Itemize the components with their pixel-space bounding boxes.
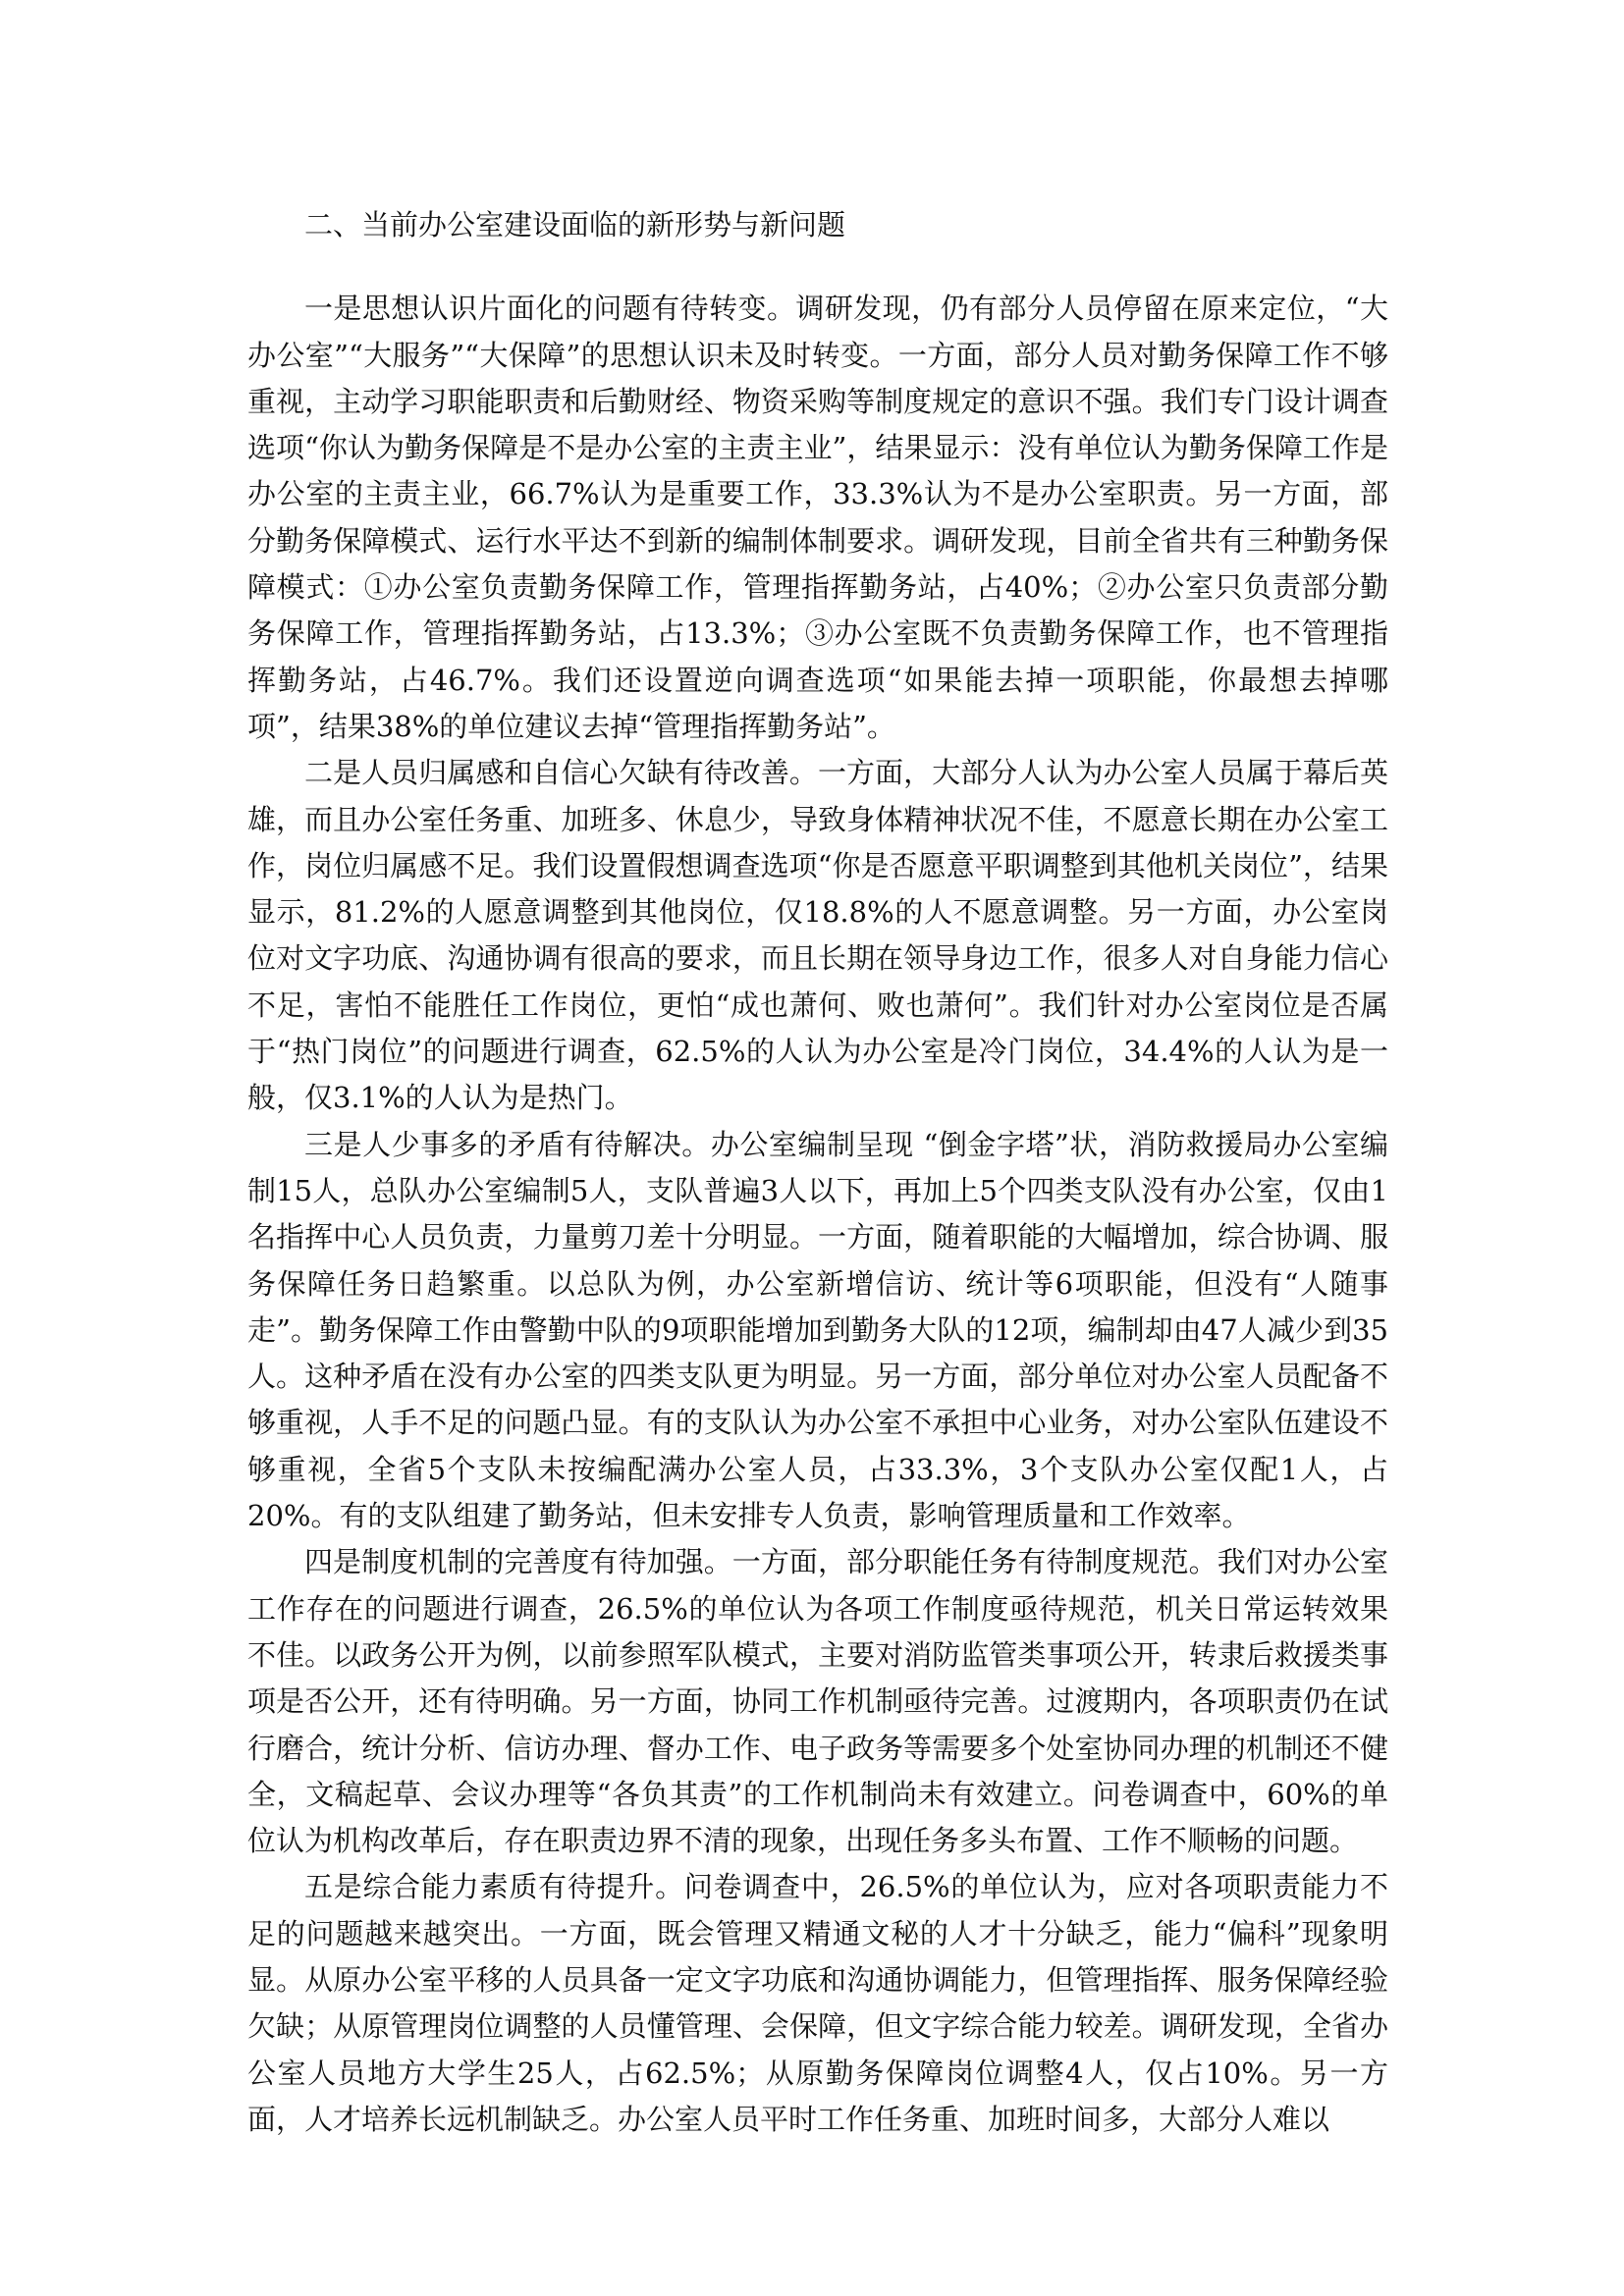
paragraph-belonging: 二是人员归属感和自信心欠缺有待改善。一方面，大部分人认为办公室人员属于幕后英雄，而且办公室任务重、加班多、休息少，导致身体精神状况不佳，不愿意长期在办公室工作，岗位归属感不足。我们设置假想调查选项“你是否愿意平职调整到其他机关岗位”，结果显示，81.2%的人愿意调整到其他岗位，仅18.8%的人不愿意调整。另一方面，办公室岗位对文字功底、沟通协调有很高的要求，而且长期在领导身边工作，很多人对自身能力信心不足，害怕不能胜任工作岗位，更怕“成也萧何、败也萧何”。我们针对办公室岗位是否属于“热门岗位”的问题进行调查，62.5%的人认为办公室是冷门岗位，34.4%的人认为是一般，仅3.1%的人认为是热门。	[247, 756, 1388, 1115]
paragraph-thinking: 一是思想认识片面化的问题有待转变。调研发现，仍有部分人员停留在原来定位，“大办公室”“大服务”“大保障”的思想认识未及时转变。一方面，部分人员对勤务保障工作不够重视，主动学习职能职责和后勤财经、物资采购等制度规定的意识不强。我们专门设计调查选项“你认为勤务保障是不是办公室的主责主业”，结果显示：没有单位认为勤务保障工作是办公室的主责主业，66.7%认为是重要工作，33.3%认为不是办公室职责。另一方面，部分勤务保障模式、运行水平达不到新的编制体制要求。调研发现，目前全省共有三种勤务保障模式：①办公室负责勤务保障工作，管理指挥勤务站，占40%；②办公室只负责部分勤务保障工作，管理指挥勤务站，占13.3%；③办公室既不负责勤务保障工作，也不管理指挥勤务站，占46.7%。我们还设置逆向调查选项“如果能去掉一项职能，你最想去掉哪项”，结果38%的单位建议去掉“管理指挥勤务站”。	[247, 292, 1388, 743]
paragraph-competence: 五是综合能力素质有待提升。问卷调查中，26.5%的单位认为，应对各项职责能力不足的问题越来越突出。一方面，既会管理又精通文秘的人才十分缺乏，能力“偏科”现象明显。从原办公室平移的人员具备一定文字功底和沟通协调能力，但管理指挥、服务保障经验欠缺；从原管理岗位调整的人员懂管理、会保障，但文字综合能力较差。调研发现，全省办公室人员地方大学生25人，占62.5%；从原勤务保障岗位调整4人，仅占10%。另一方面，人才培养长远机制缺乏。办公室人员平时工作任务重、加班时间多，大部分人难以	[247, 1870, 1388, 2136]
paragraph-mechanism: 四是制度机制的完善度有待加强。一方面，部分职能任务有待制度规范。我们对办公室工作存在的问题进行调查，26.5%的单位认为各项工作制度亟待规范，机关日常运转效果不佳。以政务公开为例，以前参照军队模式，主要对消防监管类事项公开，转隶后救援类事项是否公开，还有待明确。另一方面，协同工作机制亟待完善。过渡期内，各项职责仍在试行磨合，统计分析、信访办理、督办工作、电子政务等需要多个处室协同办理的机制还不健全，文稿起草、会议办理等“各负其责”的工作机制尚未有效建立。问卷调查中，60%的单位认为机构改革后，存在职责边界不清的现象，出现任务多头布置、工作不顺畅的问题。	[247, 1545, 1388, 1858]
section-heading: 二、当前办公室建设面临的新形势与新问题	[304, 208, 846, 241]
document-body	[247, 202, 1388, 2143]
paragraph-staffing: 三是人少事多的矛盾有待解决。办公室编制呈现 “倒金字塔”状，消防救援局办公室编制15人，总队办公室编制5人，支队普遍3人以下，再加上5个四类支队没有办公室，仅由1名指挥中心人员负责，力量剪刀差十分明显。一方面，随着职能的大幅增加，综合协调、服务保障任务日趋繁重。以总队为例，办公室新增信访、统计等6项职能，但没有“人随事走”。勤务保障工作由警勤中队的9项职能增加到勤务大队的12项，编制却由47人减少到35人。这种矛盾在没有办公室的四类支队更为明显。另一方面，部分单位对办公室人员配备不够重视，人手不足的问题凸显。有的支队认为办公室不承担中心业务，对办公室队伍建设不够重视，全省5个支队未按编配满办公室人员，占33.3%，3个支队办公室仅配1人，占20%。有的支队组建了勤务站，但未安排专人负责，影响管理质量和工作效率。	[247, 1127, 1388, 1533]
